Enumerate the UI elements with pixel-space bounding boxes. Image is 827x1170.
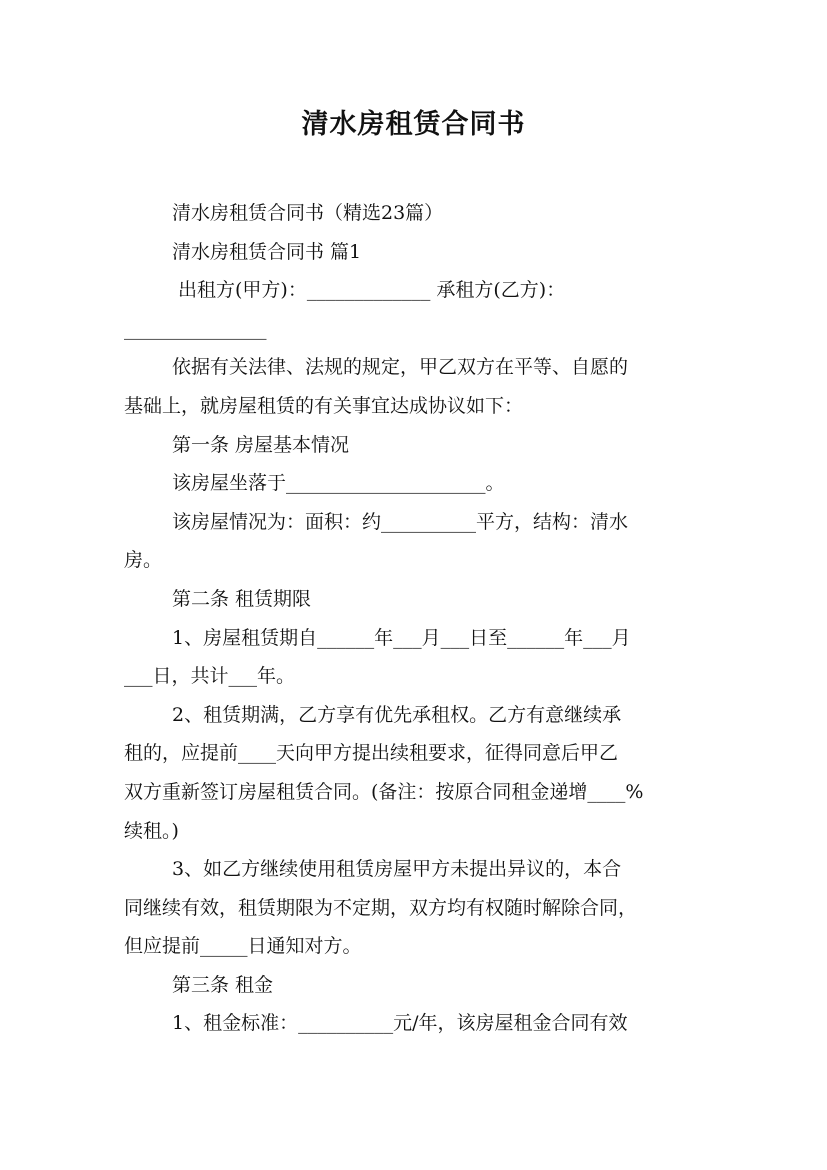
doc-line-article2-continue-1: 3、如乙方继续使用租赁房屋甲方未提出异议的，本合: [172, 858, 622, 881]
doc-line-heading-collection: 清水房租赁合同书（精选23篇）: [172, 202, 444, 224]
doc-line-article3-rent: 1、租金标准：__________元/年，该房屋租金合同有效: [172, 1012, 628, 1035]
document-title: 清水房租赁合同书: [301, 109, 526, 140]
doc-line-article2-continue-3: 但应提前_____日通知对方。: [124, 935, 362, 958]
doc-line-article2-heading: 第二条 租赁期限: [172, 587, 312, 610]
doc-line-intro-1: 依据有关法律、法规的规定，甲乙双方在平等、自愿的: [172, 356, 629, 379]
doc-line-intro-2: 基础上，就房屋租赁的有关事宜达成协议如下：: [124, 394, 524, 417]
doc-line-article2-renew-4: 续租。): [124, 819, 179, 842]
doc-line-article2-renew-3: 双方重新签订房屋租赁合同。(备注：按原合同租金递增____%: [124, 780, 644, 803]
doc-line-article1-location: 该房屋坐落于_____________________。: [172, 472, 505, 495]
doc-line-article1-area-cont: 房。: [124, 549, 163, 572]
document-body: [124, 194, 702, 1043]
doc-line-article2-renew-1: 2、租赁期满，乙方享有优先承租权。乙方有意继续承: [172, 703, 622, 726]
doc-line-article1-heading: 第一条 房屋基本情况: [172, 433, 350, 456]
doc-line-parties: 出租方(甲方)：_____________ 承租方(乙方)：: [178, 279, 566, 302]
doc-line-heading-part1: 清水房租赁合同书 篇1: [172, 240, 362, 263]
doc-line-article1-area: 该房屋情况为：面积：约__________平方，结构：清水: [172, 510, 629, 533]
doc-line-article2-term-2: ___日，共计___年。: [124, 665, 296, 688]
doc-line-article2-renew-2: 租的，应提前____天向甲方提出续租要求，征得同意后甲乙: [124, 742, 619, 765]
doc-line-article2-term-1: 1、房屋租赁期自______年___月___日至______年___月: [172, 626, 631, 649]
doc-line-parties-blank: _______________: [124, 317, 267, 340]
doc-line-article2-continue-2: 同继续有效，租赁期限为不定期，双方均有权随时解除合同，: [124, 896, 638, 919]
doc-line-article3-heading: 第三条 租金: [172, 973, 274, 996]
